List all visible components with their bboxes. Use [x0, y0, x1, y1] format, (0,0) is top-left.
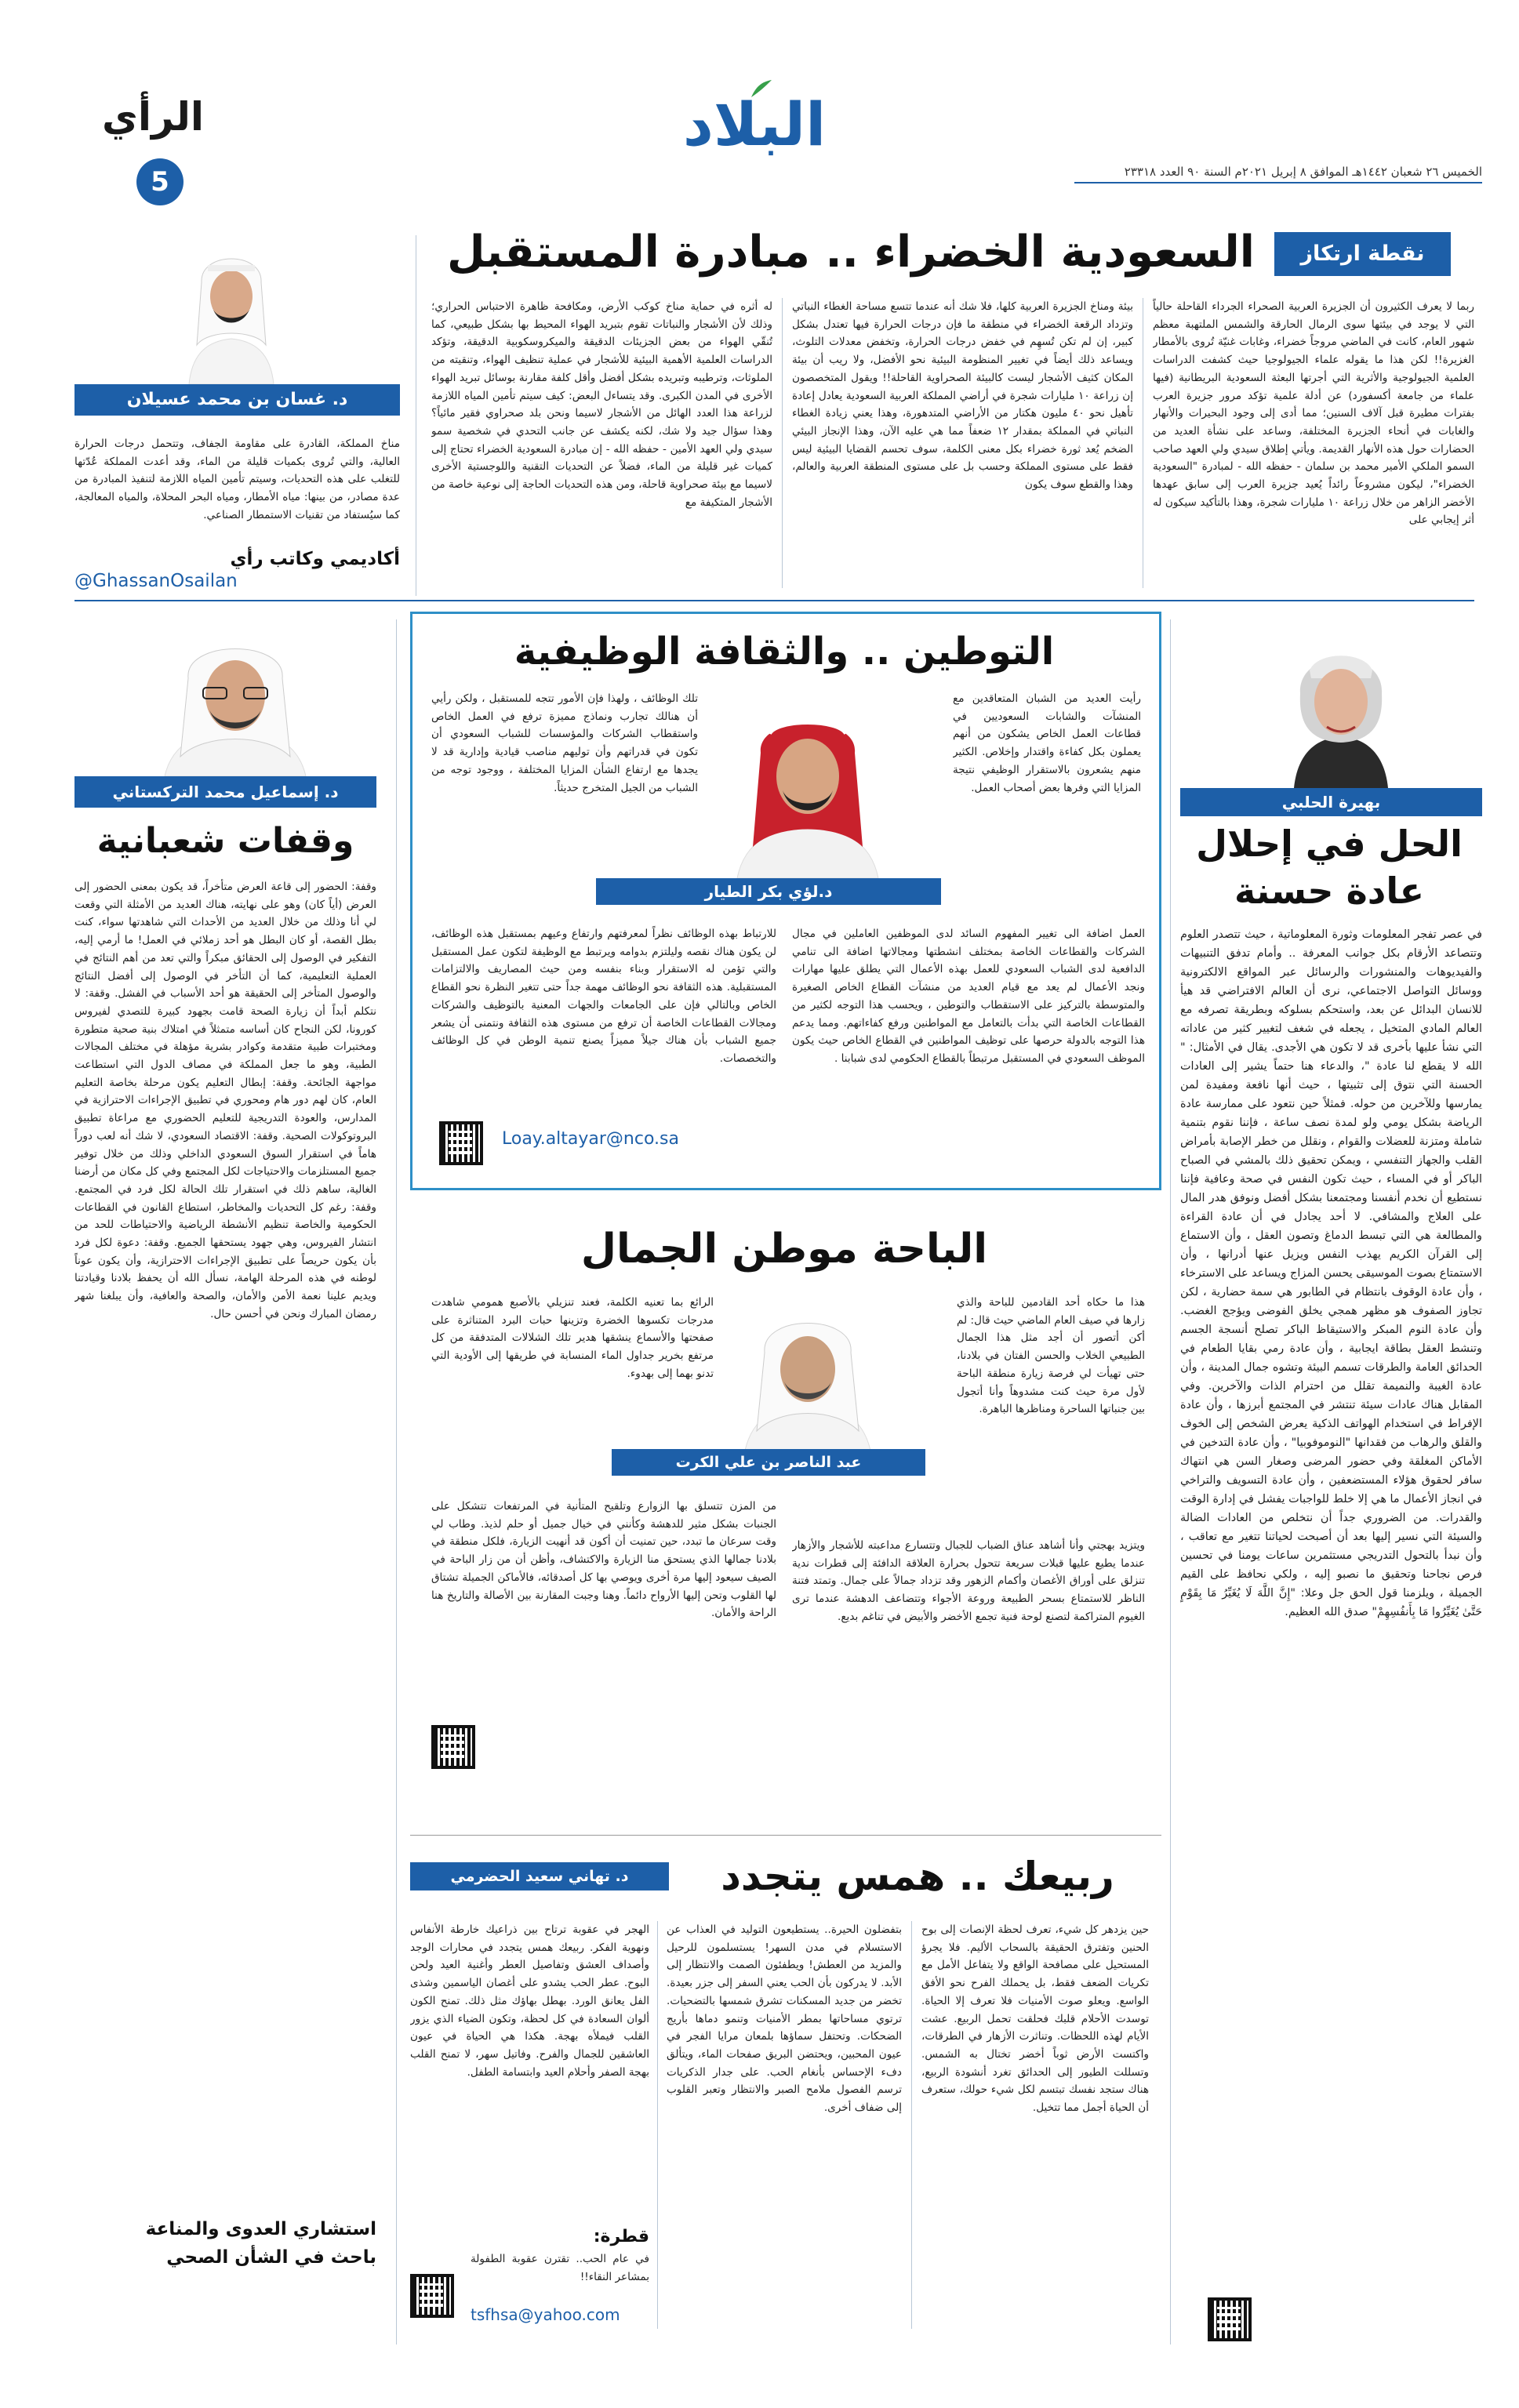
- author-portrait-halabi: [1278, 623, 1404, 788]
- author-name-bar-osailan: د. غسان بن محمد عسيلان: [74, 384, 400, 416]
- twitter-handle[interactable]: @GhassanOsailan: [74, 571, 238, 591]
- newspaper-logo: [676, 77, 833, 163]
- halabi-body: في عصر تفجر المعلومات وثورة المعلوماتية ، حيث تتصدر العلوم وتتصاعد الأرقام بكل جوانب المعرفة .. وأمام تدفق التنبيهات والفيديوهات والمنشورات والرسائل عبر المواقع الالكترونية ووسائل التواصل الاجتماعي، نرى أن العالم الافتراضي قد هيأ للانسان البدائل عن بعد، واستحكم بسلوكه وبطريقة تصرفه مع العالم المادي المتخيل ، يجعله في شغف لتغيير كثير من عاداته التي نشأ عليها بأخرى قد لا تكون هي الأجدى. يقال في الأمثال: " الله لا يقطع لنا عادة "، والدعاء هنا حتماً يشير إلى العادات الحسنة التي نتوق إلى تثبيتها ، حيث أنها نافعة ومفيدة لمن يمارسها وللآخرين من حوله. فمثلاً حين نتعود على ممارسة عادة الرياضة بشكل يومي ولو لمدة نصف ساعة ، فإننا نقوم بتنمية شاملة ومتزنة للعضلات والقوام ، ونقلل من خطر الإصابة بأمراض القلب والجهاز التنفسي ، ويمكن تحقيق ذلك بالمشي في الصباح الباكر أو في المساء ، حيث تكون النفس في صحة وعافية فإننا نستطيع أن نخدم أنفسنا ومجتمعنا بشكل أفضل ونوفق هدر المال على العلاج والمشافي. لا أحد يجادل في أن عادة القراءة والمطالعة هي التي تبسط الدماغ وتصون العقل ، وأن الاستماع إلى القرآن الكريم يهذب النفس ويزيل عنها أدرانها ، وأن الاستمتاع بصوت الموسيقى يحسن المزاج ويساعد على الاسترخاء ، وأن عادة الوقوف بانتظام في الطابور هي سمة حضارية ، لكن تجاوز الصفوف هو مظهر همجي يخلق الفوضى ويؤجج الغضب. وأن عادة النوم المبكر والاستيقاظ الباكر تصلح أنسجة الجسم وتنشط العقل بطاقة ايجابية ، وأن عادة رمي بقايا الطعام في الحدائق العامة والطرقات تسمم البيئة وتشوه جمال المدينة ، وأن عادة الغيبة والنميمة تقلل من احترام الذات والآخرين. وفي المقابل هناك عادات سيئة تنتشر في المجتمع أبرزها ، وأن عادة الإفراط في استخدام الهواتف الذكية يعرض الشخص إلى الخوف والقلق والرهاب من فقدانها "النوموفوبيا" ، وأن عادة التدخين في الأماكن المغلقة وفي حضور المرضى وصغار السن هي انتهاك سافر لحقوق هؤلاء المستضعفين ، وأن عادة التسويف والتراخي في انجاز الأعمال ما هي إلا خلط للواجبات يفشل في إدارة الوقت والقدرات. من الضروري جداً أن نتخلص من العادات الضالة والسيئة التي نسير إليها بعد أن أصبحت لحياتنا تتغير مع تعاقب ، وأن نبدأ بالتحول التدريجي مستثمرين ساعات يومنا في تحسين فرص نجاحنا وتحقيق ما نصبو إليه ، ولكي نحافظ على القيم الجميلة ، ويلزمنا قول الحق جل وعلا: "إِنَّ اللَّهَ لَا يُغَيِّرُ مَا بِقَوْمٍ حَتَّىٰ يُغَيِّرُوا مَا بِأَنفُسِهِمْ" صدق الله العظيم.: [1180, 928, 1482, 1618]
- author-name-bar-tayar: د.لؤي بكر الطيار: [596, 878, 941, 905]
- hadrami-qatra-title: قطرة:: [593, 2227, 649, 2246]
- logo-text: البلاد: [682, 89, 827, 159]
- qr-code-icon[interactable]: [410, 2274, 454, 2318]
- author-portrait-tayar: [714, 698, 902, 878]
- section-rule: [410, 1835, 1161, 1836]
- column-divider: [1170, 619, 1171, 2344]
- main-column-1: ربما لا يعرف الكثيرون أن الجزيرة العربية الصحراء الجرداء القاحلة حالياً التي لا يوجد في بيئتها سوى الرمال الحارقة والشمس الملتهبة معظم شهور العام، كانت في الماضي مروجاً خضراء، وغابات غنيّة تُروى بالأمطار الغزيرة!! لكن هذا ما يقوله علماء الجيولوجيا حيث كشفت الدراسات العلمية الجيولوجية والأثرية التي أجرتها البعثة السعودية البريطانية (فيها علماء من جامعة أكسفورد) عن أدلة علمية تؤكد مرور جزيرة العرب بفترات مطيرة قبل آلاف السنين؛ مما أدى إلى وجود البحيرات والأنهار والغابات في أنحاء الجزيرة المختلفة، وساعد على نشأة العديد من الحضارات حول هذه الأنهار القديمة. ويأتي إطلاق سيدي ولي العهد صاحب السمو الملكي الأمير محمد بن سلمان - حفظه الله - لمبادرة "السعودية الخضراء"، ليكون مشروعاً رائداً يُعيد جزيرة العرب إلى سابق عهدها الأخضر الزاهر من خلال زراعة ١٠ مليارات شجرة، وهذا بالتأكيد سيكون له أثر إيجابي على: [1153, 300, 1474, 527]
- hadrami-column-2: بتفضلون الحيرة.. يستطيعون التوليد في العذاب عن الاستسلام في مدن السهر! يستسلمون للرحيل والمزيد من العطش! ويطفئون الصمت والانتظار إلى الأبد. لا يدركون بأن الحب يعني السفر إلى جزر بعيدة. تخضر من جديد المسكنات تشرق شمسها بالتضحيات. ترتوي مساحاتها بمطر الأمنيات وتنمو دماها بأريج الضحكات. وتحتفل سماؤها بلمعان مرايا الفجر في عيون المحبين، ويحتضن البريق صفحات الماء، ويتألق دفء الإحساس بأنغام الحب. على جدار الذكريات ترسم الفصول ملامح الصبر والانتظار وتعبر القلوب إلى ضفاف أخرى.: [667, 1923, 902, 2115]
- qr-code-icon[interactable]: [1208, 2297, 1252, 2341]
- page-number-badge: 5: [136, 158, 184, 205]
- turkistani-signature-2: باحث في الشأن الصحي: [166, 2247, 376, 2268]
- author-portrait-turkistani: [145, 623, 325, 776]
- author-name-bar-turkistani: د. إسماعيل محمد التركستاني: [74, 776, 376, 808]
- turkistani-body: وقفة: الحضور إلى قاعة العرض متأخراً، قد يكون بمعنى الحضور إلى العرض (أياً كان) وهو على نهايته، هناك العديد من الأمثلة التي وقعت لي أنا وذلك من خلال العديد من الأحداث التي شاهدتها سواء، كنت بطل القصة، أو كان البطل هو أحد زملائي في العمل! ما أرمي إليه، التفكير في الوصول إلى الحقائق مبكراً والتي تعد من أهم النتائج في العملية التعليمية، كما أن التأخر في الوصول إلى أفضل النتائج والوصول المتأخر إلى الحقيقة هو أحد الأسباب في الفشل. وقفة: لا نتكلم أبداً أن زيارة الصحة قامت بجهود كبيرة للتصدي لفيروس كورونا، لكن النجاح كان أساسه متمثلاً في امتلاك بنية صحية متطورة ومختبرات طبية متقدمة وكوادر بشرية مؤهلة في مختلف المجالات الطبية، وهو ما جعل المملكة في مصاف الدول التي استطاعت مواجهة الجائحة. وقفة: إبطال التعليم يكون مرحلة بخاصة التعليم العام، كان لهم دور هام ومحوري في تطبيق الإجراءات الاحترازية في المدارس، والعودة التدريجية للتعليم الحضوري مع مراعاة تطبيق البروتوكولات الصحية. وقفة: الاقتصاد السعودي، لا شك أنه لعب دوراً هاماً في استقرار السوق السعودي الداخلي وذلك من خلال توفير جميع المستلزمات والاحتياجات لكل المجتمع وفي كل مكان من أرضنا الغالية، ساهم ذلك في استقرار تلك الحالة لكل فرد في المجتمع. وقفة: رغم كل التحديات والمخاطر، استطاع القانون في القطاعات الحكومية والخاصة تنظيم الأنشطة الرياضية والاحتياطات للحد من انتشار الفيروس، وهي جهود يستحقها الجميع. وقفة: دعوة لكل فرد بأن يكون حريصاً على تطبيق الإجراءات الاحترازية، وأن يكون عوناً لوطنه في هذه المرحلة الهامة، نسأل الله أن يحفظ بلادنا وقيادتنا ويديم علينا نعمة الأمن والأمان، والصحة والعافية، وأن يبلغنا شهر رمضان المبارك ونحن في أحسن حال.: [74, 881, 376, 1320]
- hadrami-column-3: الهجر في عقوبة ترتاح بين ذراعيك خارطة الأنفاس ونهوية الفكر. ربيعك همس يتجدد في محارات الوجد وأصداف العشق وتفاصيل العطر وأغنية العيد ولحن البوح. عطر الحب يشدو على أغصان الياسمين وشذى الفل يعانق الورد. بهطل بهاؤك مثل ذلك. تمنح الكون ألوان السعادة في كل لحظة، وتكون الضياء الذي يزور القلب فيملأه بهجة. هكذا هي الحياة في عيون العاشقين للجمال والفرح. وفاتيل سهر، لا تمنح القلب بهجة الصفر وأحلام العيد وابتسامة الطفل.: [410, 1923, 649, 2079]
- main-column-4: مناخ المملكة، القادرة على مقاومة الجفاف، وتتحمل درجات الحرارة العالية، والتي تُروى بكميات قليلة من الماء، وقد أعدت المملكة عُدّتها للتغلب على هذه التحديات، وسيتم تأمين المياه اللازمة لتنفيذ المبادرة من عدة مصادر، من بينها: مياه الأمطار، ومياه البحر المحلاة، والمياه المعالجة، كما سيُستفاد من تقنيات الاستمطار الصناعي.: [74, 438, 400, 521]
- hadrami-headline: ربيعك .. همس يتجدد: [721, 1854, 1114, 1899]
- column-tag: نقطة ارتكاز: [1274, 232, 1451, 276]
- main-column-3: له أثره في حماية مناخ كوكب الأرض، ومكافحة ظاهرة الاحتباس الحراري؛ وذلك لأن الأشجار والنباتات تقوم بتبريد الهواء المحيط بها بشكل طبيعي، كما تُنقّي الهواء من بعض الجزيئات الدقيقة والميكروسكوبية الدقيقة، وتؤكد الدراسات العلمية الأهمية البيئية للأشجار في عملية تنظيف الهواء، وتنقيته من الملوثات، وترطيبه وتبريده بشكل أفضل وأقل كلفة مقارنة بوسائل تبريد الهواء الأخرى في المدن الكبرى. وقد يتساءل البعض: كيف سيتم تأمين المياه اللازمة لزراعة هذا العدد الهائل من الأشجار لاسيما ونحن بلد صحراوي فقير مائياً؟ وهذا سؤال جيد ولا شك، لكنه يكشف عن جانب التحدي في شخصية سمو سيدي ولي العهد الأمين - حفظه الله - إن مبادرة السعودية الخضراء تحتاج إلى كميات غير قليلة من الماء، فضلاً عن التحديات التقنية واللوجستية الأخرى لاسيما مع بيئة صحراوية قاحلة، ومن هذه التحديات الحاجة إلى نوعية خاصة من الأشجار المتكيفة مع: [431, 300, 772, 509]
- author-name-bar-hadrami: د. تهاني سعيد الحضرمي: [410, 1862, 669, 1890]
- tayar-email[interactable]: Loay.altayar@nco.sa: [502, 1129, 679, 1149]
- section-title: الرأي: [102, 94, 204, 140]
- hadrami-column-1: حين يزدهر كل شيء، تعرف لحظة الإنصات إلى بوح الحنين وتفترق الحقيقة بالسحاب الأليم. فلا يجرؤ المستحيل على مصافحة الواقع ولا يتفاعل الأمل مع تكريات الضعف فقط، بل يحملك الفرح نحو الأفق الواسع. ويعلو صوت الأمنيات فلا تعرف إلا الحياة. توسدت الأحلام قلبك فحلقت تحمل الربيع. عشت الأيام لهذه اللحظات. وتناثرت الأزهار في الطرقات، واكتست الأرض ثوباً أخضر تختال به الشمس. وتسللت الطيور إلى الحدائق تغرد أنشودة الربيع، هناك ستجد نفسك تبتسم لكل شيء حولك، ستعرف أن الحياة أجمل مما تتخيل.: [921, 1923, 1149, 2115]
- karrat-body-bottom-left: من المزن تتسلق بها الزوارع وتلقيح المتأنية في المرتفعات تتشكل على الجنبات بشكل مثير للدهشة وكأنني في خيال جميل أو حلم لذيذ. وطاب لي وقت سرعان ما تبدد، حين تمنيت أن أكون قد أنهيت الزيارة، فلكل منطقة في بلادنا جمالها الذي يستحق منا الزيارة والاكتشاف، وأظن أن من زار الباحة في الصيف سيعود إليها مرة أخرى ويوصي بها كل أصدقائه، فالأماكن الجميلة تشتاق لها القلوب وتحن إليها الأرواح دائماً. وهنا وجبت المقارنة بين الأصالة والتاريخ هنا الراحة والأمان.: [431, 1500, 776, 1620]
- tayar-headline: التوطين .. والثقافة الوظيفية: [514, 630, 1055, 674]
- column-divider: [782, 298, 783, 588]
- karrat-body-bottom-right: ويتزيد بهجتي وأنا أشاهد عناق الضباب للجبال وتتسارع مداعبته للأشجار والأزهار عندما يطيع عليها قبلات سريعة تتحول بحرارة العلاقة الدافئة إلى قطرات ندية تنزلق على أوراق الأغصان وأكمام الزهور وقد تزداد جمالاً على جمال. وتمتد فتنة الناظر للاستمتاع بسحر الطبيعة وروعة الأجواء وتتضاعف الدهشة عندما ترى الغيوم المتراكمة لتصنع لوحة فنية تجمع الأخضر والأبيض في تناغم بديع.: [792, 1539, 1145, 1623]
- author-name-bar-karrat: عبد الناصر بن علي الكرت: [612, 1449, 925, 1476]
- main-column-2: بيئة ومناخ الجزيرة العربية كلها، فلا شك أنه عندما تتسع مساحة الغطاء النباتي وتزداد الرقعة الخضراء في منطقة ما فإن درجات الحرارة فيها تعتدل بشكل كبير، إن لم تكن تُسهِم في خفض درجات الحرارة، وتخفض معدلات التلوث، ويساعد ذلك أيضاً في تغيير المنظومة البيئية نحو الأفضل، ولا ريب أن بيئة المكان كثيف الأشجار ليست كالبيئة الصحراوية القاحلة!! ويقول المتخصصون إن زراعة ١٠ مليارات شجرة في أراضي المملكة العربية السعودية يعادل إعادة تأهيل نحو ٤٠ مليون هكتار من الأراضي المتدهورة، وهذا يعني زيادة الغطاء النباتي في المملكة بمقدار ١٢ ضعفاً مما هي عليه الآن، وهذا الإنجاز البيئي الضخم يُعد ثورة خضراء بكل معنى الكلمة، سوف تحسم القضايا البيئية ليس فقط على مستوى المملكة وحسب بل على مستوى المنطقة العربية والعالم، وهذا والقطع سوف يكون: [792, 300, 1133, 492]
- qr-code-icon[interactable]: [439, 1121, 483, 1165]
- turkistani-signature-1: استشاري العدوى والمناعة: [145, 2219, 376, 2239]
- qr-code-icon[interactable]: [431, 1725, 475, 1769]
- column-divider: [657, 1921, 658, 2329]
- main-headline: السعودية الخضراء .. مبادرة المستقبل: [447, 227, 1255, 278]
- tayar-body-right: رأيت العديد من الشبان المتعاقدين مع المنشآت والشابات السعوديين في قطاعات العمل الخاص يشكون من أنهم يعملون بكل كفاءة واقتدار وإخلاص. الكثير منهم يشعرون بالاستقرار الوظيفي نتيجة المزايا التي وفرها بعض أصحاب العمل.: [953, 692, 1141, 794]
- column-divider: [396, 619, 397, 2344]
- tayar-body-left: تلك الوظائف ، ولهذا فإن الأمور تتجه للمستقبل ، ولكن رأيي أن هنالك تجارب ونماذج مميزة ترفع في العمل الخاص واستقطاب الشركات والمؤسسات للشباب السعودي أن تكون في قدراتهم وأن توليهم مناصب قيادية وإدارية قد لا يجدها مع ارتفاع الشأن المزايا المختلفة ، ووجود توجه من الشباب من الجيل المتخرج حديثاً.: [431, 692, 698, 794]
- author-portrait-karrat: [729, 1302, 886, 1451]
- tayar-body-bottom-left: للارتباط بهذه الوظائف نظراً لمعرفتهم وارتفاع وعيهم بمستقبل هذه الوظائف، لن يكون هناك نقصه وليلتزم بدوامه ويرتبط مع الوظيفة لتكون عمل المستقبل والتي تؤمن له الاستقرار وبناء بنفسه ومن حيث المصاريف والالتزامات المستقبلية. هذه الثقافة نحو الوظائف مهمة جداً حتى تتغير النظرة نحو القطاع الخاص وبالتالي فإن على الجامعات والجهات المعنية بالتوظيف والشركات ومجالات القطاعات الخاصة أن ترفع من مستوى هذه الثقافة ونتمنى أن يشعر جميع الشباب بأن هناك جيلاً مميزاً يصنع تنمية الوطن في كل الوظائف والتخصصات.: [431, 928, 776, 1065]
- section-rule: [74, 600, 1474, 601]
- halabi-headline-line1: الحل في إحلال: [1196, 823, 1463, 865]
- dateline: الخميس ٢٦ شعبان ١٤٤٢هـ الموافق ٨ إبريل ٢٠٢١م السنة ٩٠ العدد ٢٣٣١٨: [1124, 165, 1482, 179]
- column-divider: [911, 1921, 912, 2329]
- author-portrait-osailan: [184, 235, 278, 384]
- header-rule: [1074, 182, 1482, 183]
- author-handle-osailan: [74, 571, 400, 591]
- turkistani-headline: وقفات شعبانية: [96, 821, 354, 861]
- hadrami-email[interactable]: tsfhsa@yahoo.com: [471, 2305, 620, 2324]
- author-signature-osailan: أكاديمي وكاتب رأي: [230, 549, 400, 569]
- hadrami-qatra-text: في عام الحب.. تقترن عقوبة الطفولة بمشاعر النقاء!!: [471, 2253, 649, 2283]
- karrat-body-right: هذا ما حكاه أحد القادمين للباحة والذي زارها في صيف العام الماضي حيث قال: لم أكن أتصور أن أجد مثل هذا الجمال الطبيعي الخلاب والحسن الفتان في بلادنا، حتى تهيأت لي فرصة زيارة منطقة الباحة لأول مرة حيث كنت مشدوهاً وأنا أتجول بين جنباتها الساحرة ومناظرها الباهرة.: [957, 1296, 1145, 1416]
- halabi-headline-line2: عادة حسنة: [1234, 870, 1425, 912]
- karrat-body-top: الرائع بما تعنيه الكلمة، فعند تنزيلي بالأصبع همومي شاهدت مدرجات تكسوها الخضرة وتزينها حبات البرد المتناثرة على صفحتها والأسماع ينشقها هدير تلك الشلالات المتدفقة من كل مرتفع بخرير جداول الماء المنسابة في طريقها إلى الأودية التي تدنو بهما إلى بهدوء.: [431, 1296, 714, 1380]
- karrat-headline: الباحة موطن الجمال: [580, 1226, 988, 1273]
- author-name-bar-halabi: بهيرة الحلبي: [1180, 788, 1482, 816]
- tayar-body-bottom-right: العمل اضافة الى تغيير المفهوم السائد لدى الموظفين العاملين في مجال الشركات والقطاعات الخاصة بمختلف انشطتها ومجالاتها اضافة الى تنامي الدافعية لدى الشباب السعودي للعمل بهذه الأعمال التي يطلق عليها مهارات ونجد الأعمال لم يعد مع قيام العديد من منشآت القطاع الخاص الصغيرة والمتوسطة بالتركيز على الاستقطاب والتوطين ، ويحسب هذا التوجه لكثير من القطاعات الخاصة التي بدأت بالتعامل مع المواطنين ورفع كفاءاتهم. ومما يدعم هذا التوجه بالدولة حرصها على توظيف المواطنين في القطاع الخاص حيث يكون الموظف السعودي في المستقبل مرتبطاً بالقطاع الحكومي لدى شبابنا .: [792, 928, 1145, 1065]
